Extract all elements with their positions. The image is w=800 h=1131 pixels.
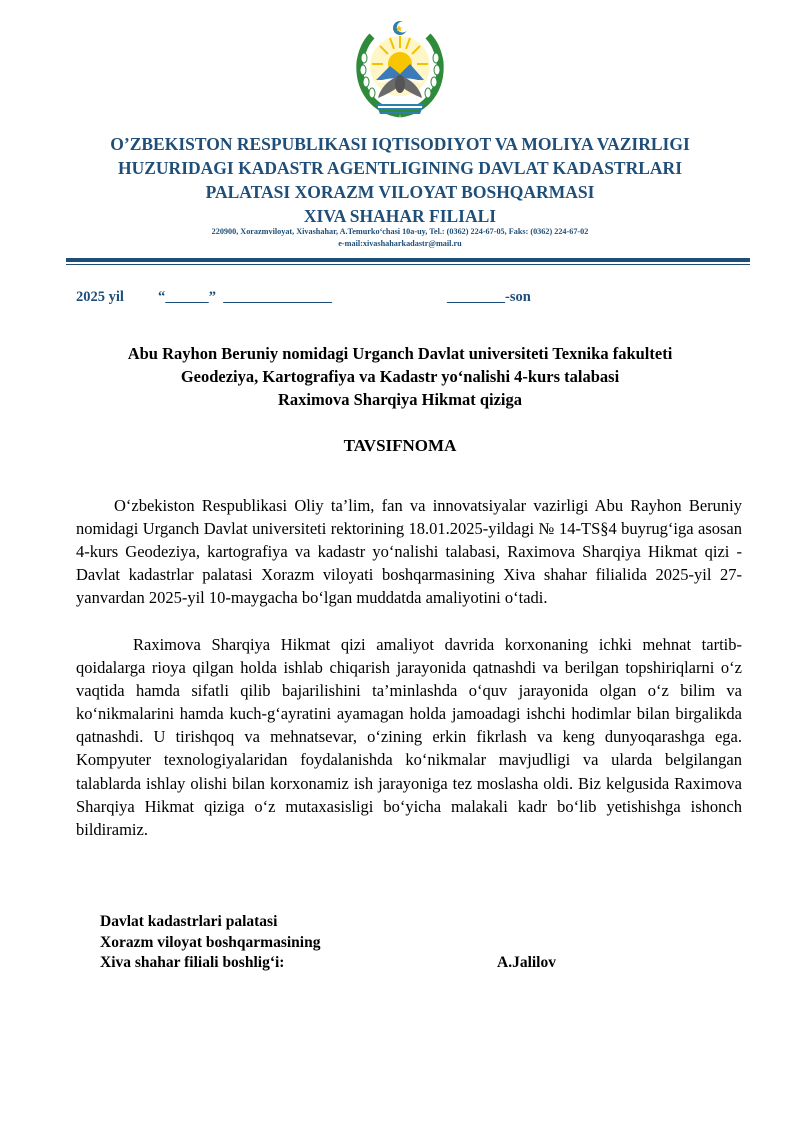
signatory-name: A.Jalilov — [497, 954, 556, 971]
number-blank: ________ — [447, 289, 505, 305]
document-title: TAVSIFNOMA — [343, 436, 457, 455]
org-name-line-2: HUZURIDAGI KADASTR AGENTLIGINING DAVLAT KADASTRLARI — [118, 158, 682, 178]
signature-line-3: Xiva shahar filiali boshlig‘i: — [100, 954, 285, 971]
email-line: e-mail:xivashaharkadastr@mail.ru — [338, 239, 462, 248]
signature-line-2: Xorazm viloyat boshqarmasining — [100, 933, 321, 951]
body-paragraph-1: O‘zbekiston Respublikasi Oliy ta’lim, fan va innovatsiyalar vazirligi Abu Rayhon Beruniy nomidagi Urganch Davlat universiteti rektorining 18.01.2025-yildagi № 14-TS§4 buyrug‘iga asosan 4-kurs Geodeziya, kartografiya va kadastr yo‘nalishi talabasi, Raximova Sharqiya Hikmat qizi - Davlat kadastrlar palatasi Xorazm viloyati boshqarmasining Xiva shahar filialida 2025-yil 27-yanvardan 2025-yil 10-maygacha bo‘lgan muddatda amaliyotini o‘tadi. — [76, 496, 742, 608]
recipient-line-3: Raximova Sharqiya Hikmat qiziga — [277, 390, 522, 409]
number-suffix: -son — [505, 289, 531, 305]
header-divider-thin — [66, 264, 750, 265]
date-day-month — [158, 288, 332, 306]
header-divider-thick — [66, 258, 750, 262]
day-blank: _____ — [165, 289, 209, 305]
document-number — [447, 288, 531, 306]
day-close-quote: ” — [208, 289, 216, 305]
uzbekistan-state-emblem-icon — [350, 18, 450, 122]
recipient-line-1: Abu Rayhon Beruniy nomidagi Urganch Davlat universiteti Texnika fakulteti — [127, 344, 673, 363]
address-line: 220900, Xorazmviloyat, Xivashahar, A.Temurko‘chasi 10a-uy, Tel.: (0362) 224-67-05, Faks: (0362) 224-67-02 — [211, 227, 589, 236]
signature-line-1: Davlat kadastrlari palatasi — [100, 913, 278, 930]
emblem-graphic — [350, 18, 450, 122]
org-name-line-4: XIVA SHAHAR FILIALI — [303, 206, 497, 226]
body-paragraph-2: Raximova Sharqiya Hikmat qizi amaliyot davrida korxonaning ichki mehnat tartib-qoidalarga rioya qilgan holda ishlab chiqarish jarayonida qatnashdi va berilgan topshiriqlarni o‘z vaqtida hamda sifatli qilib bajarilishini ta’minlashda o‘quv jarayonida olgan o‘z bilim va ko‘nikmalarini hamda kuch-g‘ayratini ayamagan holda jamoadagi ishchi hodimlar bilan birgalikda qatnashdi. U tirishqoq va mehnatsevar, o‘zining erkin fikrlash va keng dunyoqarashga ega. Kompyuter texnologiyalaridan foydalanishda ko‘nikmalar mavjudligi va ularda belgilangan talablarda ishlay olishi bilan korxonamiz ish jarayoniga tez moslasha oldi. Biz kelgusida Raximova Sharqiya Hikmat qiziga o‘z mutaxasisligi bo‘yicha malakali kadr bo‘lib yetishishga ishonch bildiramiz. — [76, 635, 742, 839]
date-year: 2025 yil — [76, 289, 124, 305]
recipient-line-2: Geodeziya, Kartografiya va Kadastr yo‘nalishi 4-kurs talabasi — [180, 367, 620, 386]
day-open-quote: “ — [158, 289, 166, 305]
month-blank: _______________ — [223, 289, 332, 305]
org-name-line-3: PALATASI XORAZM VILOYAT BOSHQARMASI — [205, 182, 595, 202]
org-name-line-1: O’ZBEKISTON RESPUBLIKASI IQTISODIYOT VA MOLIYA VAZIRLIGI — [110, 134, 690, 154]
